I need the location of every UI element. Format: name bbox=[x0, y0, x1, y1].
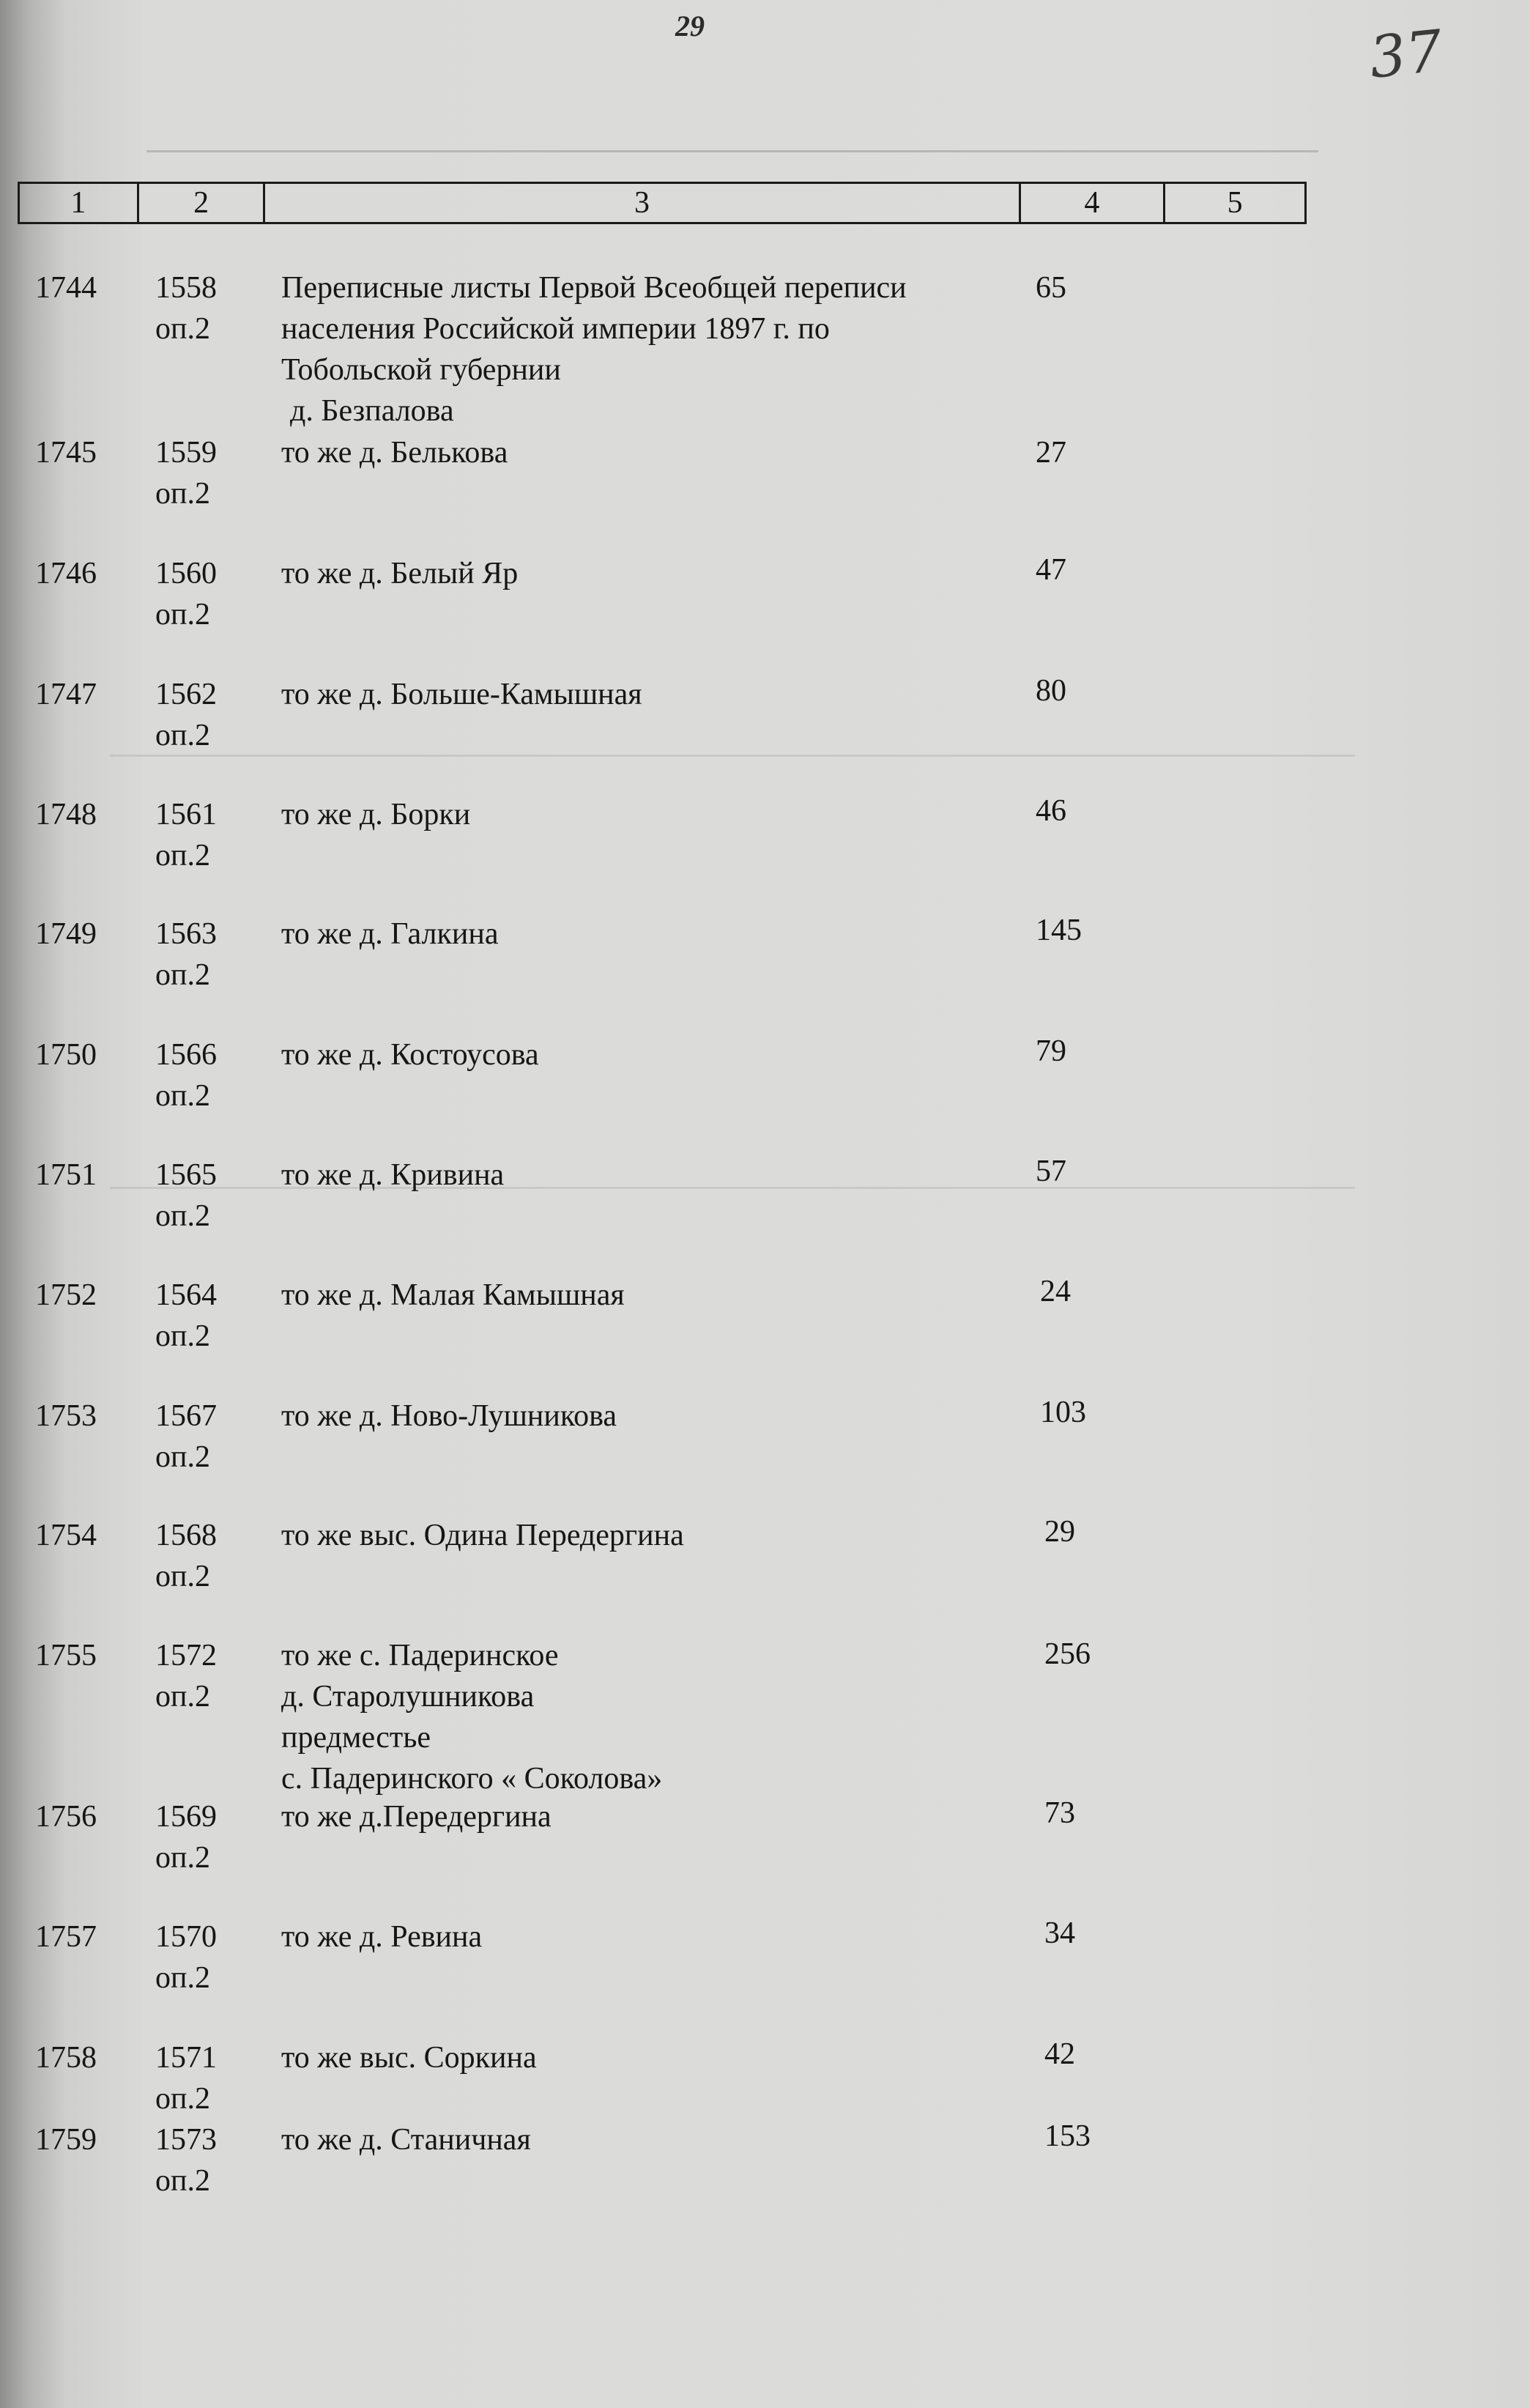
sheet-count: 256 bbox=[1044, 1637, 1091, 1671]
file-reference bbox=[155, 267, 217, 349]
record-title bbox=[281, 267, 1014, 431]
title-line: то же д. Борки bbox=[281, 798, 471, 831]
title-line: предместье bbox=[281, 1721, 431, 1755]
inventory-op: оп.2 bbox=[155, 1199, 210, 1233]
record-title bbox=[281, 1275, 1014, 1316]
column-header-5: 5 bbox=[1165, 183, 1306, 223]
file-number: 1558 bbox=[155, 271, 217, 305]
file-reference bbox=[155, 794, 217, 876]
file-reference bbox=[155, 2037, 217, 2119]
inventory-op: оп.2 bbox=[155, 1961, 210, 1995]
column-header-1: 1 bbox=[19, 183, 138, 223]
file-reference bbox=[155, 1635, 217, 1717]
file-reference bbox=[155, 1034, 217, 1116]
inventory-op: оп.2 bbox=[155, 1680, 210, 1714]
inventory-op: оп.2 bbox=[155, 958, 210, 992]
title-line: то же д. Больше-Камышная bbox=[281, 678, 642, 711]
record-title bbox=[281, 432, 1014, 473]
record-title bbox=[281, 914, 1014, 955]
title-line: то же д. Ново-Лушникова bbox=[281, 1399, 617, 1433]
title-line: то же д. Костоусова bbox=[281, 1038, 539, 1072]
record-title bbox=[281, 1515, 1014, 1556]
record-title bbox=[281, 1635, 1014, 1799]
record-title bbox=[281, 1396, 1014, 1437]
inventory-op: оп.2 bbox=[155, 598, 210, 631]
title-line: то же выс. Одина Передергина bbox=[281, 1519, 684, 1552]
inventory-op: оп.2 bbox=[155, 477, 210, 511]
sheet-count: 73 bbox=[1044, 1796, 1075, 1830]
inventory-op: оп.2 bbox=[155, 719, 210, 752]
inventory-op: оп.2 bbox=[155, 1841, 210, 1875]
column-header-4: 4 bbox=[1020, 183, 1165, 223]
inventory-op: оп.2 bbox=[155, 2164, 210, 2198]
file-number: 1572 bbox=[155, 1639, 217, 1672]
record-number: 1754 bbox=[35, 1519, 97, 1552]
title-line: то же д. Малая Камышная bbox=[281, 1278, 625, 1312]
sheet-count: 65 bbox=[1036, 271, 1066, 305]
inventory-op: оп.2 bbox=[155, 1319, 210, 1353]
file-number: 1562 bbox=[155, 678, 217, 711]
sheet-count: 46 bbox=[1036, 794, 1066, 828]
bleed-through-line bbox=[110, 755, 1355, 757]
inventory-op: оп.2 bbox=[155, 2082, 210, 2116]
record-title bbox=[281, 1034, 1014, 1075]
title-line: то же д.Передергина bbox=[281, 1800, 552, 1834]
file-reference bbox=[155, 1275, 217, 1357]
record-number: 1755 bbox=[35, 1639, 97, 1672]
record-title bbox=[281, 1155, 1014, 1196]
inventory-op: оп.2 bbox=[155, 839, 210, 873]
title-line: то же д. Белькова bbox=[281, 436, 508, 470]
title-line: д. Старолушникова bbox=[281, 1680, 535, 1714]
record-title bbox=[281, 2119, 1014, 2160]
file-reference bbox=[155, 2119, 217, 2201]
file-reference bbox=[155, 674, 217, 756]
title-line: то же д. Белый Яр bbox=[281, 557, 519, 590]
inventory-op: оп.2 bbox=[155, 312, 210, 346]
file-number: 1566 bbox=[155, 1038, 217, 1072]
record-number: 1748 bbox=[35, 798, 97, 831]
record-number: 1750 bbox=[35, 1038, 97, 1072]
file-number: 1571 bbox=[155, 2041, 217, 2075]
file-number: 1559 bbox=[155, 436, 217, 470]
column-header-3: 3 bbox=[264, 183, 1020, 223]
title-line: то же с. Падеринское bbox=[281, 1639, 559, 1672]
file-reference bbox=[155, 1155, 217, 1237]
file-reference bbox=[155, 1396, 217, 1478]
sheet-count: 29 bbox=[1044, 1515, 1075, 1549]
title-line: то же д. Станичная bbox=[281, 2123, 531, 2157]
file-reference bbox=[155, 1916, 217, 1998]
file-number: 1567 bbox=[155, 1399, 217, 1433]
title-line: то же выс. Соркина bbox=[281, 2041, 537, 2075]
record-number: 1757 bbox=[35, 1920, 97, 1954]
file-reference bbox=[155, 1515, 217, 1597]
file-number: 1565 bbox=[155, 1158, 217, 1192]
record-title bbox=[281, 1916, 1014, 1957]
record-number: 1747 bbox=[35, 678, 97, 711]
file-number: 1568 bbox=[155, 1519, 217, 1552]
record-number: 1749 bbox=[35, 917, 97, 951]
title-line: то же д. Галкина bbox=[281, 917, 499, 951]
record-title bbox=[281, 553, 1014, 594]
title-line: то же д. Кривина bbox=[281, 1158, 505, 1192]
record-number: 1759 bbox=[35, 2123, 97, 2157]
file-number: 1561 bbox=[155, 798, 217, 831]
title-line: населения Российской империи 1897 г. по bbox=[281, 312, 830, 346]
inventory-op: оп.2 bbox=[155, 1079, 210, 1113]
sheet-count: 27 bbox=[1036, 436, 1066, 470]
file-reference bbox=[155, 553, 217, 635]
sheet-count: 80 bbox=[1036, 674, 1066, 708]
file-number: 1570 bbox=[155, 1920, 217, 1954]
record-number: 1751 bbox=[35, 1158, 97, 1192]
title-line: Переписные листы Первой Всеобщей переписи bbox=[281, 271, 907, 305]
record-number: 1745 bbox=[35, 436, 97, 470]
sheet-count: 42 bbox=[1044, 2037, 1075, 2071]
file-reference bbox=[155, 914, 217, 996]
record-title bbox=[281, 1796, 1014, 1837]
file-reference bbox=[155, 432, 217, 514]
record-title bbox=[281, 674, 1014, 715]
record-title bbox=[281, 2037, 1014, 2078]
title-line: Тобольской губернии bbox=[281, 353, 561, 387]
title-line: то же д. Ревина bbox=[281, 1920, 483, 1954]
file-number: 1560 bbox=[155, 557, 217, 590]
file-number: 1569 bbox=[155, 1800, 217, 1834]
record-number: 1752 bbox=[35, 1278, 97, 1312]
sheet-count: 79 bbox=[1036, 1034, 1066, 1068]
sheet-count: 47 bbox=[1036, 553, 1066, 587]
file-number: 1563 bbox=[155, 917, 217, 951]
handwritten-folio-number: 37 bbox=[1366, 18, 1446, 92]
record-number: 1758 bbox=[35, 2041, 97, 2075]
column-header-2: 2 bbox=[138, 183, 264, 223]
page-number: 29 bbox=[675, 10, 705, 42]
title-line: д. Безпалова bbox=[290, 394, 454, 428]
inventory-op: оп.2 bbox=[155, 1440, 210, 1474]
record-number: 1756 bbox=[35, 1800, 97, 1834]
sheet-count: 145 bbox=[1036, 914, 1082, 947]
sheet-count: 57 bbox=[1036, 1155, 1066, 1188]
bleed-through-line bbox=[146, 150, 1318, 152]
file-reference bbox=[155, 1796, 217, 1878]
inventory-op: оп.2 bbox=[155, 1560, 210, 1593]
title-line: с. Падеринского « Соколова» bbox=[281, 1762, 663, 1796]
sheet-count: 34 bbox=[1044, 1916, 1075, 1950]
record-number: 1746 bbox=[35, 557, 97, 590]
sheet-count: 24 bbox=[1040, 1275, 1071, 1308]
sheet-count: 103 bbox=[1040, 1396, 1086, 1429]
sheet-count: 153 bbox=[1044, 2119, 1091, 2153]
record-title bbox=[281, 794, 1014, 835]
file-number: 1573 bbox=[155, 2123, 217, 2157]
record-number: 1753 bbox=[35, 1399, 97, 1433]
record-number: 1744 bbox=[35, 271, 97, 305]
column-header-table bbox=[18, 182, 1307, 224]
file-number: 1564 bbox=[155, 1278, 217, 1312]
